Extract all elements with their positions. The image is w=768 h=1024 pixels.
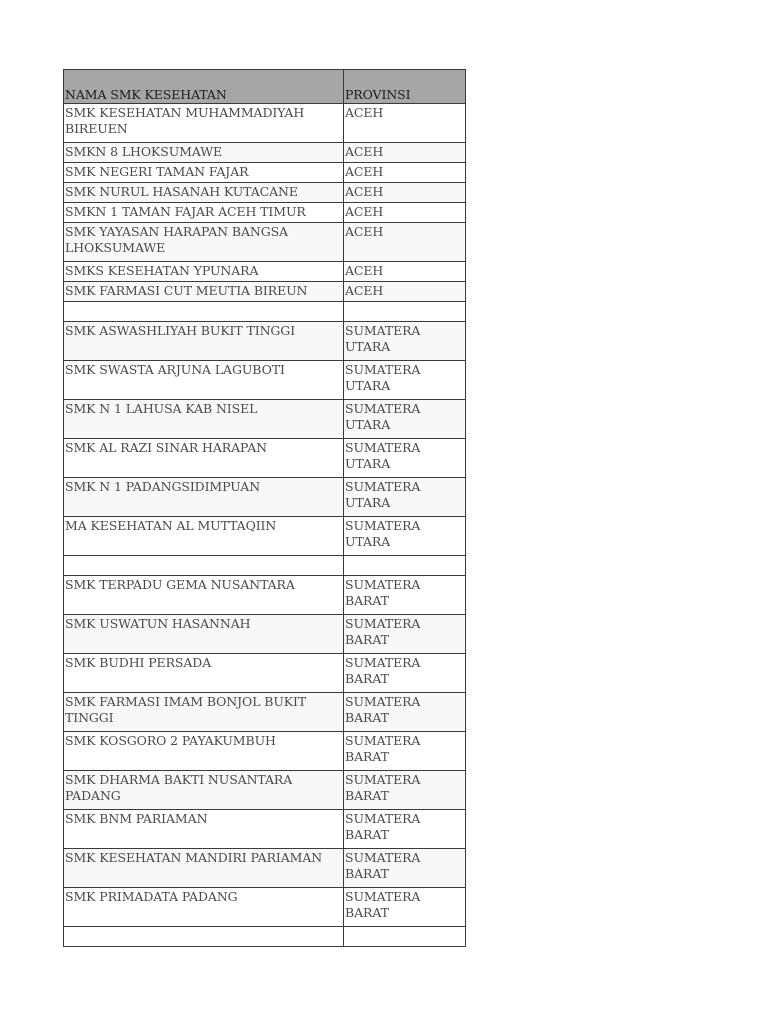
school-name-cell: SMK YAYASAN HARAPAN BANGSA LHOKSUMAWE: [64, 223, 344, 262]
school-name-cell: [64, 927, 344, 947]
table-row: [64, 654, 466, 693]
province-cell: SUMATERA BARAT: [344, 576, 466, 615]
school-name-cell: SMKS KESEHATAN YPUNARA: [64, 262, 344, 282]
table-row: [64, 732, 466, 771]
table-row: [64, 439, 466, 478]
table-row: [64, 163, 466, 183]
school-name-cell: SMKN 1 TAMAN FAJAR ACEH TIMUR: [64, 203, 344, 223]
school-name-cell: SMK PRIMADATA PADANG: [64, 888, 344, 927]
table-row: [64, 771, 466, 810]
province-cell: SUMATERA UTARA: [344, 361, 466, 400]
school-name-cell: SMK USWATUN HASANNAH: [64, 615, 344, 654]
table-row-blank: [64, 302, 466, 322]
school-name-cell: SMK KESEHATAN MUHAMMADIYAH BIREUEN: [64, 104, 344, 143]
province-cell: ACEH: [344, 262, 466, 282]
school-name-cell: MA KESEHATAN AL MUTTAQIIN: [64, 517, 344, 556]
table-row: [64, 576, 466, 615]
header-row: [64, 70, 466, 104]
school-name-cell: SMKN 8 LHOKSUMAWE: [64, 143, 344, 163]
province-cell: ACEH: [344, 223, 466, 262]
school-name-cell: SMK KESEHATAN MANDIRI PARIAMAN: [64, 849, 344, 888]
table-row: [64, 322, 466, 361]
school-name-cell: SMK BUDHI PERSADA: [64, 654, 344, 693]
province-cell: SUMATERA UTARA: [344, 478, 466, 517]
table-row-blank: [64, 556, 466, 576]
school-name-cell: SMK ASWASHLIYAH BUKIT TINGGI: [64, 322, 344, 361]
school-name-cell: SMK SWASTA ARJUNA LAGUBOTI: [64, 361, 344, 400]
school-name-cell: [64, 556, 344, 576]
school-name-cell: SMK FARMASI CUT MEUTIA BIREUN: [64, 282, 344, 302]
table-row: [64, 693, 466, 732]
province-cell: SUMATERA UTARA: [344, 439, 466, 478]
table-row: [64, 223, 466, 262]
province-cell: SUMATERA UTARA: [344, 322, 466, 361]
province-cell: [344, 302, 466, 322]
table-row: [64, 478, 466, 517]
table-row: [64, 104, 466, 143]
province-cell: [344, 927, 466, 947]
table-row: [64, 400, 466, 439]
province-cell: ACEH: [344, 143, 466, 163]
province-cell: SUMATERA BARAT: [344, 771, 466, 810]
column-header-province: PROVINSI: [344, 70, 466, 104]
school-name-cell: SMK TERPADU GEMA NUSANTARA: [64, 576, 344, 615]
table-row: [64, 183, 466, 203]
table-row: [64, 203, 466, 223]
province-cell: ACEH: [344, 163, 466, 183]
province-cell: SUMATERA BARAT: [344, 810, 466, 849]
province-cell: SUMATERA BARAT: [344, 615, 466, 654]
school-name-cell: SMK FARMASI IMAM BONJOL BUKIT TINGGI: [64, 693, 344, 732]
province-cell: SUMATERA BARAT: [344, 888, 466, 927]
table-row: [64, 262, 466, 282]
table-row-blank: [64, 927, 466, 947]
school-name-cell: SMK KOSGORO 2 PAYAKUMBUH: [64, 732, 344, 771]
table-row: [64, 849, 466, 888]
table-row: [64, 282, 466, 302]
school-name-cell: SMK BNM PARIAMAN: [64, 810, 344, 849]
table-row: [64, 517, 466, 556]
table-row: [64, 810, 466, 849]
school-name-cell: SMK NURUL HASANAH KUTACANE: [64, 183, 344, 203]
province-cell: SUMATERA UTARA: [344, 400, 466, 439]
province-cell: SUMATERA BARAT: [344, 732, 466, 771]
province-cell: SUMATERA BARAT: [344, 654, 466, 693]
province-cell: ACEH: [344, 104, 466, 143]
province-cell: SUMATERA BARAT: [344, 693, 466, 732]
province-cell: ACEH: [344, 183, 466, 203]
table-row: [64, 615, 466, 654]
school-name-cell: SMK N 1 LAHUSA KAB NISEL: [64, 400, 344, 439]
school-name-cell: SMK DHARMA BAKTI NUSANTARA PADANG: [64, 771, 344, 810]
school-name-cell: [64, 302, 344, 322]
column-header-school-name: NAMA SMK KESEHATAN: [64, 70, 344, 104]
table-row: [64, 888, 466, 927]
table-row: [64, 143, 466, 163]
province-cell: SUMATERA BARAT: [344, 849, 466, 888]
table-row: [64, 361, 466, 400]
province-cell: SUMATERA UTARA: [344, 517, 466, 556]
school-name-cell: SMK AL RAZI SINAR HARAPAN: [64, 439, 344, 478]
province-cell: ACEH: [344, 203, 466, 223]
school-name-cell: SMK N 1 PADANGSIDIMPUAN: [64, 478, 344, 517]
province-cell: ACEH: [344, 282, 466, 302]
school-name-cell: SMK NEGERI TAMAN FAJAR: [64, 163, 344, 183]
province-cell: [344, 556, 466, 576]
school-table: [63, 69, 466, 947]
